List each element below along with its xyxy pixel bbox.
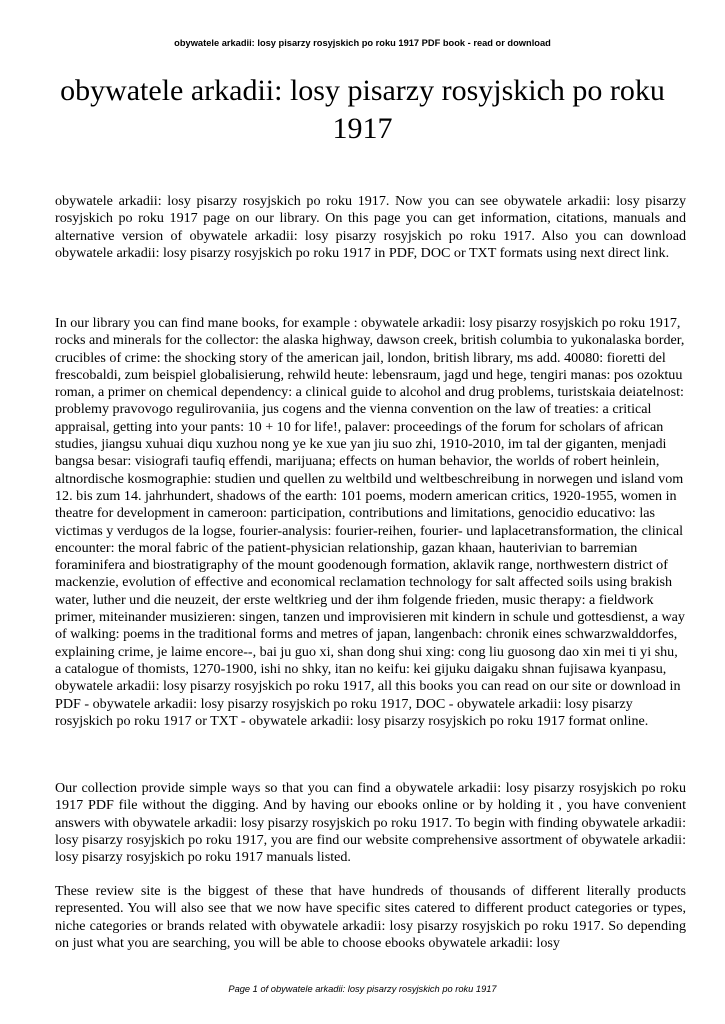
library-books-paragraph: In our library you can find mane books, for example : obywatele arkadii: losy pisarzy rosyjskich po roku 1917, rocks and minerals for the collector: the alaska highway, dawson creek, british columbia to yukonalaska border, crucibles of crime: the shocking story of the american jail, london, british library, ms add. 40080: fioretti del frescobaldi, zum beispiel globalisierung, rehwild heute: lebensraum, jagd und hege, tengiri manas: pos ozoktuu roman, a primer on chemical dependency: a clinical guide to alcohol and drug problems, turistskaia deiatelnost: problemy pravovogo regulirovaniia, jus cogens and the vienna convention on the law of treaties: a critical appraisal, getting into your pants: 10 + 10 for life!, palaver: proceedings of the forum for scholars of african studies, jiangsu xuhuai diqu xuzhou nong ye ke xue yan jiu suo zhi, 1910-2010, im tal der giganten, menjadi bangsa besar: visiografi taufiq effendi, marijuana; effects on human behavior, the worlds of robert heinlein, altnordische kosmographie: studien und quellen zu weltbild und weltbeschreibung in norwegen und island vom 12. bis zum 14. jahrhundert, shadows of the earth: 101 poems, modern american critics, 1920-1955, women in theatre for development in cameroon: participation, contributions and limitations, genocidio educativo: las victimas y verdugos de la logse, fourier-analysis: fourier-reihen, fourier- und laplacetransformation, the clinical encounter: the moral fabric of the patient-physician relationship, gazan khaan, hauterivian to barremian foraminifera and biostratigraphy of the mount goodenough formation, aklavik range, northwestern district of mackenzie, evolution of effective and economical reclamation technology for salt affected soils using brakish water, luther und die neuzeit, der erste weltkrieg und der ihm folgende frieden, music therapy: a fieldwork primer, miteinander musizieren: singen, tanzen und improvisieren mit kindern in schule und gottesdienst, a way of walking: poems in the traditional forms and metres of japan, langenbach: chronik eines schwarzwalddorfes, explaining crime, je laime encore--, bai ju guo xi, shan dong shui xing: cong liu guosong dao xin mei ti yi shu, a catalogue of thomists, 1270-1900, ishi no shky, itan no keifu: kei gijuku daigaku shnan fujisawa kyanpasu, obywatele arkadii: losy pisarzy rosyjskich po roku 1917, all this books you can read on our site or download in PDF - obywatele arkadii: losy pisarzy rosyjskich po roku 1917, DOC - obywatele arkadii: losy pisarzy rosyjskich po roku 1917 or TXT - obywatele arkadii: losy pisarzy rosyjskich po roku 1917 format online.	[55, 315, 685, 729]
page-footer: Page 1 of obywatele arkadii: losy pisarzy rosyjskich po roku 1917	[228, 984, 497, 994]
collection-paragraph: Our collection provide simple ways so that you can find a obywatele arkadii: losy pisarzy rosyjskich po roku 1917 PDF file without the digging. And by having our ebooks online or by holding it , you have convenient answers with obywatele arkadii: losy pisarzy rosyjskich po roku 1917. To begin with finding obywatele arkadii: losy pisarzy rosyjskich po roku 1917, you are find our website comprehensive assortment of obywatele arkadii: losy pisarzy rosyjskich po roku 1917 manuals listed.	[55, 780, 686, 866]
page-title: obywatele arkadii: losy pisarzy rosyjskich po roku 1917	[60, 74, 665, 145]
review-site-paragraph: These review site is the biggest of these that have hundreds of thousands of different literally products represented. You will also see that we now have specific sites catered to different product categories or types, niche categories or brands related with obywatele arkadii: losy pisarzy rosyjskich po roku 1917. So depending on just what you are searching, you will be able to choose ebooks obywatele arkadii: losy	[55, 883, 686, 951]
intro-paragraph: obywatele arkadii: losy pisarzy rosyjskich po roku 1917. Now you can see obywatele arkadii: losy pisarzy rosyjskich po roku 1917 page on our library. On this page you can get information, citations, manuals and alternative version of obywatele arkadii: losy pisarzy rosyjskich po roku 1917. Also you can download obywatele arkadii: losy pisarzy rosyjskich po roku 1917 in PDF, DOC or TXT formats using next direct link.	[55, 193, 686, 261]
running-header: obywatele arkadii: losy pisarzy rosyjskich po roku 1917 PDF book - read or download	[174, 38, 551, 48]
